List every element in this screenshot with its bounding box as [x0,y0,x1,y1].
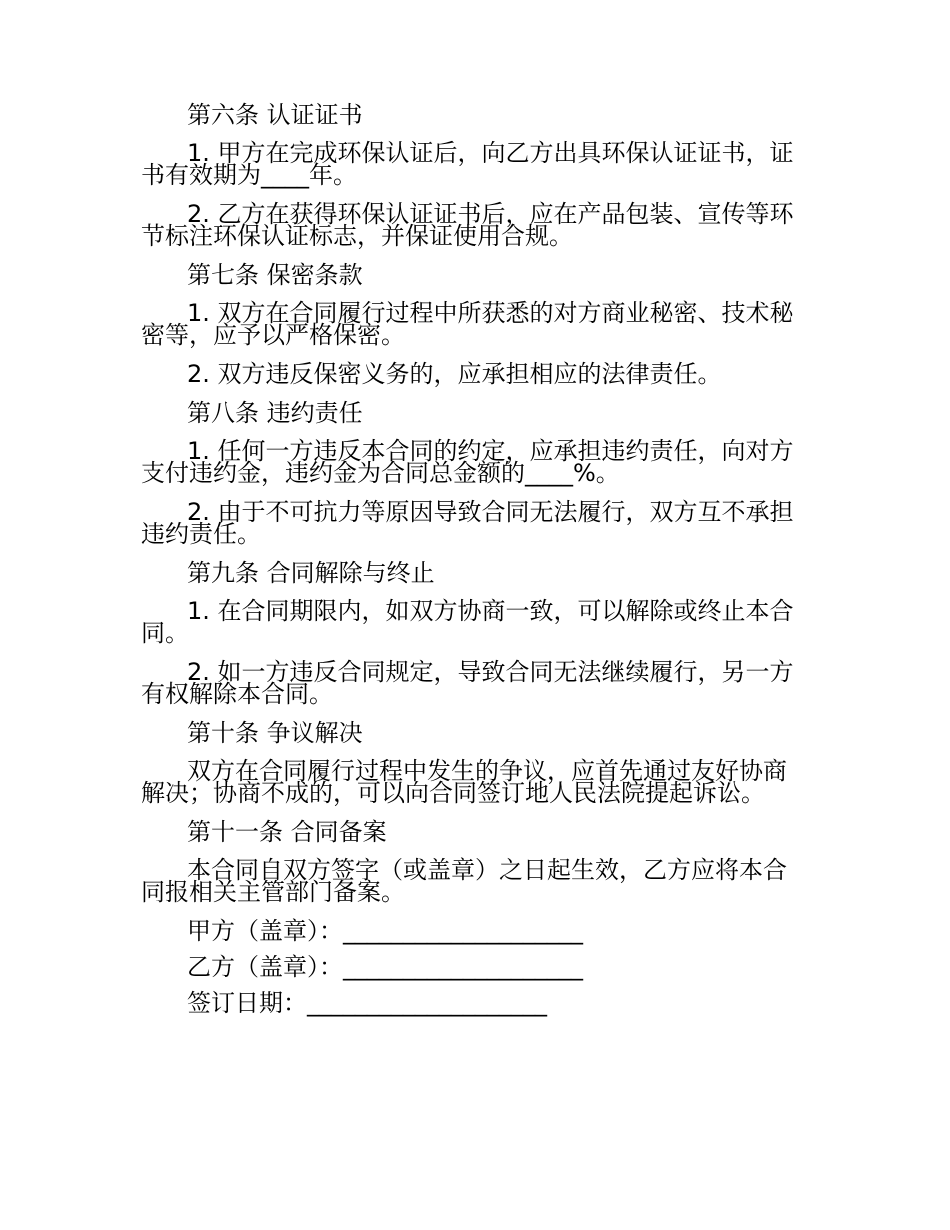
article-7-clause-2: 2. 双方违反保密义务的，应承担相应的法律责任。 [187,360,722,388]
article-8-clause-1: 1. 任何一方违反本合同的约定，应承担违约责任，向对方 支付违约金，违约金为合同总金额的____%。 [141,437,794,487]
article-9-clause-2: 2. 如一方违反合同规定，导致合同无法继续履行，另一方 有权解除本合同。 [141,658,794,708]
article-7-title: 第七条 保密条款 [187,261,363,289]
article-9-clause-1: 1. 在合同期限内，如双方协商一致，可以解除或终止本合 同。 [141,597,794,647]
article-9-title: 第九条 合同解除与终止 [187,559,435,587]
article-8-title: 第八条 违约责任 [187,399,363,427]
article-8-clause-2: 2. 由于不可抗力等原因导致合同无法履行，双方互不承担 违约责任。 [141,498,794,548]
article-10-clause: 双方在合同履行过程中发生的争议，应首先通过友好协商 解决；协商不成的，可以向合同签订地人民法院提起诉讼。 [141,757,787,807]
article-10-title: 第十条 争议解决 [187,719,363,747]
contract-body [141,103,813,1027]
party-b-signature-line: 乙方（盖章）：____________________ [187,953,583,981]
article-6-clause-1: 1. 甲方在完成环保认证后，向乙方出具环保认证证书，证 书有效期为____年。 [141,139,794,189]
article-6-clause-2: 2. 乙方在获得环保认证证书后，应在产品包装、宣传等环 节标注环保认证标志，并保证使用合规。 [141,200,794,250]
article-7-clause-1: 1. 双方在合同履行过程中所获悉的对方商业秘密、技术秘 密等，应予以严格保密。 [141,299,794,349]
article-6-title: 第六条 认证证书 [187,101,363,129]
article-11-title: 第十一条 合同备案 [187,818,387,846]
signing-date-line: 签订日期：____________________ [187,989,547,1017]
party-a-signature-line: 甲方（盖章）：____________________ [187,917,583,945]
article-11-clause: 本合同自双方签字（或盖章）之日起生效，乙方应将本合 同报相关主管部门备案。 [141,856,787,906]
